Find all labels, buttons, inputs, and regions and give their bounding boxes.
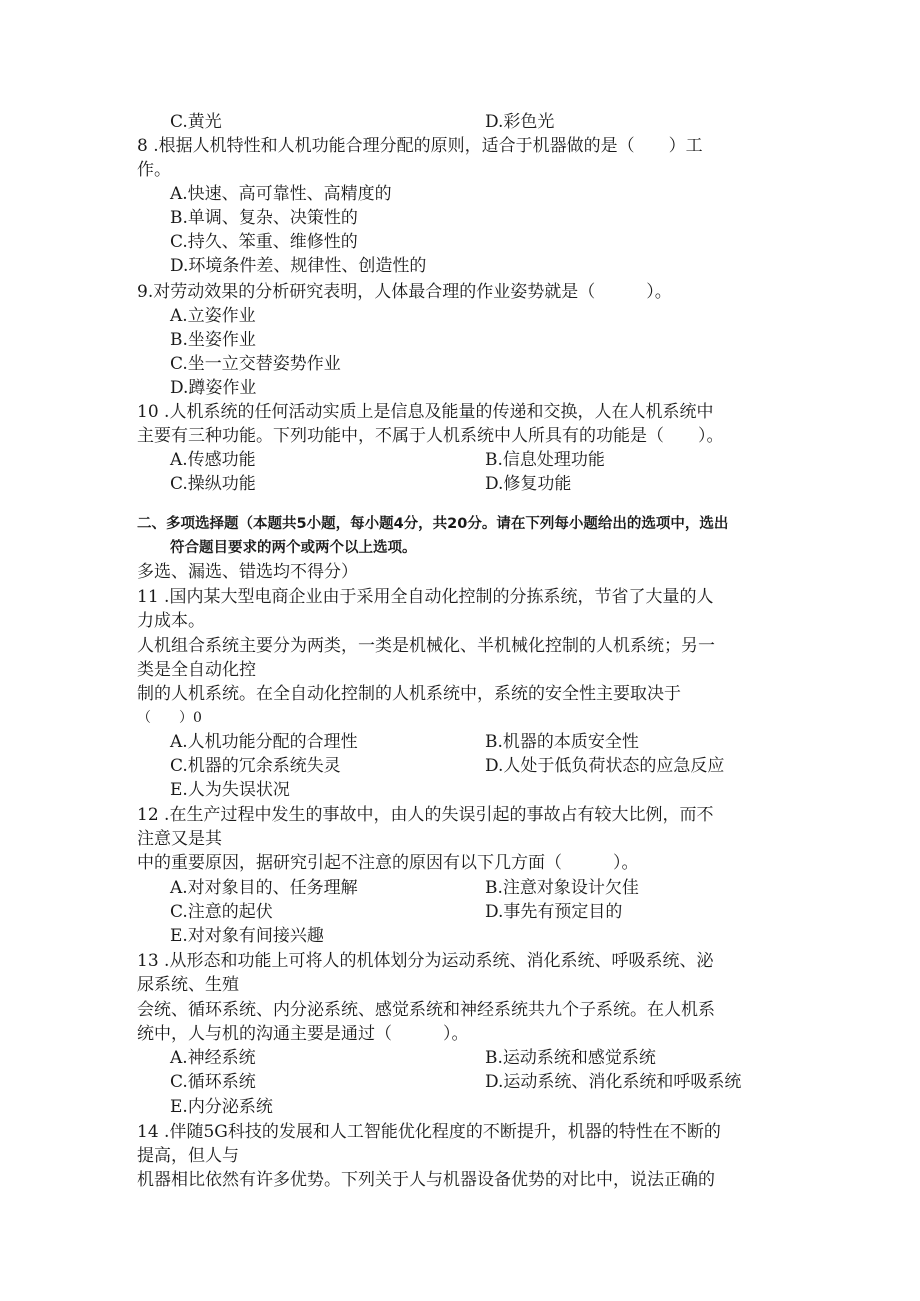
q13-stem-line4: 统中，人与机的沟通主要是通过（ ）。 (137, 1024, 469, 1044)
q8-option-c: C.持久、笨重、维修性的 (170, 232, 358, 252)
q13-option-b: B.运动系统和感觉系统 (485, 1048, 656, 1068)
q10-stem: 10 .人机系统的任何活动实质上是信息及能量的传递和交换，人在人机系统中 (137, 402, 714, 422)
q13-stem-line3: 会统、循环系统、内分泌系统、感觉系统和神经系统共九个子系统。在人机系 (137, 1000, 715, 1020)
q13-option-e: E.内分泌系统 (170, 1097, 273, 1117)
section-2-instructions: 多选、漏选、错选均不得分） (137, 562, 358, 582)
q11-stem-line4: 类是全自动化控 (137, 660, 256, 680)
q8-option-b: B.单调、复杂、决策性的 (170, 208, 358, 228)
q10-stem-cont: 主要有三种功能。下列功能中，不属于人机系统中人所具有的功能是（ ）。 (137, 426, 724, 446)
q9-stem: 9.对劳动效果的分析研究表明，人体最合理的作业姿势就是（ ）。 (137, 282, 672, 302)
q12-stem-cont: 注意又是其 (137, 829, 222, 849)
q11-answer-blank: （ ）0 (137, 710, 202, 726)
q12-option-b: B.注意对象设计欠佳 (485, 878, 639, 898)
q13-option-d: D.运动系统、消化系统和呼吸系统 (485, 1072, 742, 1092)
q13-stem: 13 .从形态和功能上可将人的机体划分为运动系统、消化系统、呼吸系统、泌 (137, 951, 714, 971)
q14-stem: 14 .伴随5G科技的发展和人工智能优化程度的不断提升，机器的特性在不断的 (137, 1122, 721, 1142)
q13-stem-cont: 尿系统、生殖 (137, 975, 239, 995)
q13-option-c: C.循环系统 (170, 1072, 256, 1092)
q11-option-e: E.人为失误状况 (170, 780, 290, 800)
q8-option-d: D.环境条件差、规律性、创造性的 (170, 256, 427, 276)
q12-option-a: A.对对象目的、任务理解 (170, 878, 358, 898)
q12-stem-line3: 中的重要原因，据研究引起不注意的原因有以下几方面（ ）。 (137, 853, 639, 873)
q9-option-a: A.立姿作业 (170, 306, 256, 326)
q13-option-a: A.神经系统 (170, 1048, 256, 1068)
q10-option-a: A.传感功能 (170, 450, 256, 470)
section-2-heading: 二、多项选择题（本题共5小题，每小题4分，共20分。请在下列每小题给出的选项中，选出 (137, 516, 729, 532)
q11-stem-cont: 力成本。 (137, 611, 205, 631)
q11-stem-line5: 制的人机系统。在全自动化控制的人机系统中，系统的安全性主要取决于 (137, 684, 681, 704)
q12-stem: 12 .在生产过程中发生的事故中，由人的失误引起的事故占有较大比例，而不 (137, 805, 714, 825)
q12-option-d: D.事先有预定目的 (485, 902, 623, 922)
q8-stem: 8 .根据人机特性和人机功能合理分配的原则，适合于机器做的是（ ）工 (137, 136, 703, 156)
q10-option-b: B.信息处理功能 (485, 450, 605, 470)
q8-option-a: A.快速、高可靠性、高精度的 (170, 184, 392, 204)
q9-option-b: B.坐姿作业 (170, 330, 256, 350)
q7-option-c: C.黄光 (170, 112, 222, 132)
q8-stem-cont: 作。 (137, 160, 171, 180)
q12-option-e: E.对对象有间接兴趣 (170, 926, 324, 946)
q11-option-b: B.机器的本质安全性 (485, 732, 639, 752)
q9-option-c: C.坐一立交替姿势作业 (170, 354, 341, 374)
q11-option-a: A.人机功能分配的合理性 (170, 732, 358, 752)
q10-option-c: C.操纵功能 (170, 474, 256, 494)
q12-option-c: C.注意的起伏 (170, 902, 273, 922)
q14-stem-line3: 机器相比依然有许多优势。下列关于人与机器设备优势的对比中，说法正确的 (137, 1170, 715, 1190)
q14-stem-cont: 提高，但人与 (137, 1146, 239, 1166)
q11-option-d: D.人处于低负荷状态的应急反应 (485, 756, 725, 776)
q9-option-d: D.蹲姿作业 (170, 378, 257, 398)
section-2-heading-cont: 符合题目要求的两个或两个以上选项。 (170, 540, 417, 556)
q10-option-d: D.修复功能 (485, 474, 572, 494)
q11-stem: 11 .国内某大型电商企业由于采用全自动化控制的分拣系统，节省了大量的人 (137, 587, 714, 607)
q7-option-d: D.彩色光 (485, 112, 555, 132)
q11-option-c: C.机器的冗余系统失灵 (170, 756, 341, 776)
q11-stem-line3: 人机组合系统主要分为两类，一类是机械化、半机械化控制的人机系统；另一 (137, 636, 715, 656)
